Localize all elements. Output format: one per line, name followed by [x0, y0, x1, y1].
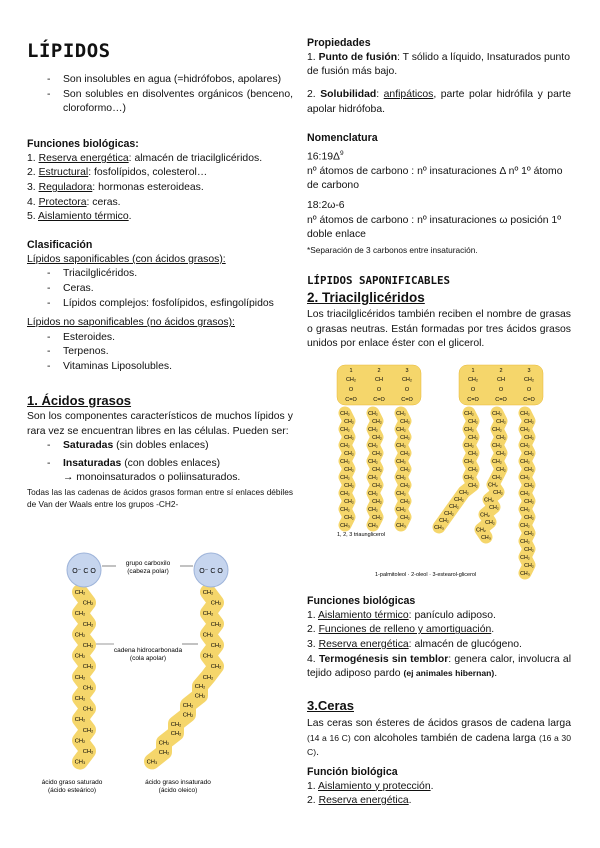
chain-unit-label: CH₂	[524, 435, 534, 441]
funciones-item: 3. Reguladora: hormonas esteroideas.	[27, 181, 204, 193]
chain-unit-label: CH₃	[434, 525, 444, 531]
formula-2: 18:2ω-6	[307, 199, 345, 211]
chain-unit-label: CH₃	[74, 759, 86, 766]
chain-unit-label: CH₂	[74, 696, 86, 702]
chain-unit-label: CH₂	[202, 674, 214, 681]
chain-unit-label: CH₂	[210, 600, 222, 607]
carboxyl-label: (cabeza polar)	[127, 568, 169, 575]
chain-unit-label: CH₂	[368, 411, 378, 417]
chain-unit-label: CH₂	[372, 419, 382, 425]
chain-unit-label: CH₃	[368, 523, 378, 529]
saponificables-label: Lípidos saponificables (con ácidos grasos):	[27, 253, 226, 265]
saponificables-section	[307, 273, 571, 352]
funciones-item: 2. Estructural: fosfolípidos, colesterol…	[27, 167, 208, 179]
caption-unsaturated: ácido graso insaturado	[145, 779, 211, 786]
propiedades-section	[307, 36, 571, 117]
chain-unit-label: CH₂	[170, 721, 182, 728]
acidos-text: Son los componentes característicos de muchos lípidos y rara vez se encuentran libres en las células. Pueden ser:	[27, 411, 293, 437]
chain-unit-label: CH₂	[396, 475, 406, 481]
chain-unit-label: CH₂	[74, 653, 86, 660]
propiedad-item: 1. Punto de fusión: T sólido a líquido, Insaturados punto de fusión más bajo.	[307, 51, 570, 78]
chain-unit-label: C=O	[401, 397, 413, 403]
chain-unit-label: O	[526, 387, 532, 393]
chain-unit-label: CH₂	[476, 527, 486, 534]
triacilgliceridos-heading: 2. Triacilglicéridos	[307, 290, 425, 306]
chain-label: cadena hidrocarbonada	[113, 647, 183, 654]
chain-unit-label: 2	[377, 368, 381, 374]
chain-unit-label: CH₂	[468, 419, 478, 425]
chain-unit-label: CH₂	[82, 621, 94, 628]
chain-unit-label: CH₂	[401, 377, 413, 383]
formula-2-text: nº átomos de carbono : nº insaturaciones ω posición 1º doble enlace	[307, 214, 562, 241]
caption-unsaturated: (ácido oleico)	[158, 787, 198, 794]
chain-unit-label: CH₂	[82, 664, 94, 671]
chain-unit-label: CH₂	[340, 491, 350, 497]
chain-unit-label: CH₂	[368, 443, 378, 449]
chain-unit-label: O	[376, 387, 382, 393]
funciones2-item: 2. Funciones de relleno y amortiguación.	[307, 624, 495, 636]
chain-unit-label: CH₂	[396, 507, 406, 513]
chain-unit-label: CH₃	[146, 759, 158, 766]
chain-unit-label: CH₂	[368, 475, 378, 481]
insat-sub: → monoinsaturados o poliinsaturados.	[63, 472, 241, 484]
chain-unit-label: CH₂	[464, 411, 474, 417]
funciones-item: 4. Protectora: ceras.	[27, 196, 121, 208]
chain-unit-label: CH₂	[464, 475, 474, 481]
formula-1-text: nº átomos de carbono : nº insaturaciones Δ nº 1º átomo de carbono	[307, 165, 563, 192]
chain-unit-label: CH₂	[400, 467, 410, 473]
list-item: - Esteroides.	[27, 331, 293, 346]
carboxyl-label: grupo carboxilo	[125, 560, 171, 567]
ceras-text: Las ceras son ésteres de ácidos grasos de cadena larga (14 a 16 C) con alcoholes también de cadena larga (16 a 30 C).	[307, 718, 571, 759]
chain-unit-label: CH₂	[524, 483, 534, 489]
chain-unit-label: CH₂	[82, 643, 94, 649]
acidos-heading: 1. Ácidos grasos	[27, 393, 132, 408]
chain-unit-label: CH₂	[467, 377, 479, 383]
ceras-item: 1. Aislamiento y protección.	[307, 780, 434, 792]
triacylglyceride-b	[434, 365, 543, 577]
chain-unit-label: CH₂	[202, 611, 214, 618]
chain-unit-label: CH₂	[344, 499, 354, 505]
chain-unit-label: C=O	[523, 397, 535, 403]
propiedad-item: 2. Solubilidad: anfipáticos, parte polar hidrófila y parte apolar hidrófoba.	[307, 88, 571, 115]
chain-unit-label: 2	[499, 368, 503, 374]
list-item: - Saturadas (sin dobles enlaces)	[27, 439, 293, 454]
caption-triacylglycerol: 1, 2, 3 triaunglicerol	[337, 532, 385, 538]
chain-unit-label: CH₂	[368, 427, 378, 433]
chain-unit-label: CH₂	[74, 717, 86, 724]
chain-unit-label: CH₂	[368, 491, 378, 497]
chain-unit-label: CH₂	[340, 427, 350, 433]
chain-unit-label: CH₂	[344, 419, 354, 425]
chain-unit-label: O	[470, 387, 476, 393]
chain-unit-label: CH₂	[464, 459, 474, 465]
chain-unit-label: CH₂	[74, 590, 86, 596]
chain-label: (cola apolar)	[129, 655, 167, 662]
chain-unit-label: CH₂	[372, 499, 382, 505]
page-title: LÍPIDOS	[27, 40, 111, 62]
saponificables-heading: LÍPIDOS SAPONIFICABLES	[307, 274, 451, 287]
chain-unit-label: CH₂	[82, 706, 94, 713]
head-group-label: O⁻ C O	[199, 568, 223, 575]
chain-unit-label: CH₂	[396, 459, 406, 465]
chain-unit-label: CH₂	[489, 505, 499, 511]
chain-unit-label: 3	[527, 368, 531, 374]
chain-unit-label: CH₂	[170, 731, 182, 738]
chain-unit-label: CH₂	[496, 451, 506, 457]
list-item: - Vitaminas Liposolubles.	[27, 360, 293, 375]
chain-unit-label: CH₂	[496, 419, 506, 425]
chain-unit-label: CH₂	[524, 515, 534, 521]
chain-unit-label: CH₂	[340, 507, 350, 513]
triacylglyceride-a	[337, 365, 421, 529]
chain-unit-label: CH₂	[194, 684, 206, 691]
chain-unit-label: CH₂	[468, 483, 478, 489]
formula-1: $16:19\Delta^9$	[307, 149, 344, 163]
chain-unit-label: CH₂	[449, 504, 459, 510]
funciones-heading: Funciones biológicas:	[27, 138, 139, 150]
chain-unit-label: CH₂	[396, 427, 406, 433]
intro-list	[27, 73, 293, 117]
chain-unit-label: CH₂	[524, 499, 534, 505]
list-item: - Ceras.	[27, 282, 293, 297]
chain-unit-label: CH₂	[345, 377, 357, 383]
list-item: - Triacilglicéridos.	[27, 267, 293, 282]
chain-unit-label: CH₂	[340, 411, 350, 417]
chain-unit-label: CH₂	[396, 491, 406, 497]
chain-unit-label: CH₂	[372, 435, 382, 441]
chain-unit-label: CH₂	[82, 600, 94, 607]
chain-unit-label: CH₂	[524, 451, 534, 457]
chain-unit-label: CH₂	[464, 443, 474, 449]
funciones2-item: 3. Reserva energética: almacén de glucógeno.	[307, 638, 522, 650]
chain-unit-label: CH₂	[520, 475, 530, 481]
chain-unit-label: CH₂	[202, 653, 214, 660]
nomenclatura-note: *Separación de 3 carbonos entre insaturación.	[307, 244, 478, 255]
chain-unit-label: CH₂	[210, 621, 222, 628]
ceras-section	[307, 697, 571, 809]
chain-unit-label: CH₂	[492, 427, 502, 433]
chain-unit-label: CH₂	[400, 515, 410, 521]
chain-unit-label: CH₂	[396, 411, 406, 417]
chain-unit-label: CH	[375, 377, 383, 383]
chain-unit-label: CH₂	[480, 512, 490, 519]
chain-unit-label: CH₂	[400, 419, 410, 425]
acidos-note: Todas las las cadenas de ácidos grasos forman entre sí enlaces débiles de Van der Waals entre los grupos -CH2-	[27, 487, 293, 510]
chain-unit-label: CH₂	[524, 467, 534, 473]
ceras-item: 2. Reserva energética.	[307, 795, 412, 807]
nomenclatura-heading: Nomenclatura	[307, 132, 378, 144]
funciones2-item: 1. Aislamiento térmico: panículo adiposo.	[307, 609, 496, 621]
chain-unit-label: CH₂	[210, 643, 222, 649]
chain-unit-label: CH₂	[492, 475, 502, 481]
chain-unit-label: CH₂	[74, 611, 86, 618]
chain-unit-label: CH₂	[368, 459, 378, 465]
triacylglyceride-figure	[333, 363, 563, 588]
chain-unit-label: CH₂	[468, 435, 478, 441]
chain-unit-label: CH₂	[344, 451, 354, 457]
chain-unit-label: CH₂	[340, 443, 350, 449]
chain-unit-label: CH₂	[454, 497, 464, 503]
caption-mixed: 1-palmitoleol · 2-oleol · 3-estearol-glicerol	[375, 572, 477, 578]
chain-unit-label: C=O	[467, 397, 479, 403]
chain-unit-label: CH₂	[344, 483, 354, 489]
chain-unit-label: CH₂	[485, 520, 495, 526]
chain-unit-label: CH₂	[520, 443, 530, 449]
chain-unit-label: CH₂	[372, 467, 382, 473]
chain-unit-label: CH₂	[520, 411, 530, 417]
chain-unit-label: CH₂	[82, 727, 94, 734]
chain-unit-label: C=O	[373, 397, 385, 403]
chain-unit-label: CH₂	[74, 674, 86, 681]
chain-unit-label: CH₃	[520, 571, 530, 577]
chain-unit-label: CH₂	[488, 482, 498, 489]
chain-unit-label: CH₂	[468, 451, 478, 457]
chain-unit-label: CH₃	[396, 523, 406, 529]
chain-unit-label: CH₂	[492, 411, 502, 417]
chain-unit-label: CH₂	[459, 490, 469, 496]
list-item: - Insaturadas (con dobles enlaces)	[27, 457, 293, 472]
chain-unit-label: CH₂	[74, 632, 86, 639]
chain-unit-label: CH₂	[396, 443, 406, 449]
chain-unit-label: CH₂	[439, 518, 449, 524]
chain-unit-label: CH₂	[372, 515, 382, 521]
caption-saturated: (ácido esteárico)	[47, 787, 97, 794]
chain-unit-label: CH₂	[520, 459, 530, 465]
chain-unit-label: CH₂	[368, 507, 378, 513]
chain-unit-label: CH₂	[158, 740, 170, 747]
funciones-item: 5. Aislamiento térmico.	[27, 211, 132, 223]
chain-unit-label: CH₂	[74, 738, 86, 745]
chain-unit-label: CH₂	[492, 443, 502, 449]
chain-unit-label: O	[348, 387, 354, 393]
chain-unit-label: CH₃	[481, 535, 491, 541]
chain-unit-label: CH₂	[520, 539, 530, 545]
chain-unit-label: CH₂	[400, 483, 410, 489]
chain-unit-label: CH₂	[202, 590, 214, 596]
chain-unit-label: 1	[471, 368, 475, 374]
chain-unit-label: CH₂	[400, 451, 410, 457]
chain-unit-label: CH₂	[210, 664, 222, 671]
unsaturated-chain	[147, 590, 222, 765]
chain-unit-label: CH₂	[372, 451, 382, 457]
caption-saturated: ácido graso saturado	[41, 779, 103, 786]
chain-unit-label: CH₂	[520, 427, 530, 433]
chain-unit-label: C=O	[495, 397, 507, 403]
list-item: - Terpenos.	[27, 345, 293, 360]
ceras-heading: 3.Ceras	[307, 698, 354, 713]
chain-unit-label: 1	[349, 368, 353, 374]
fatty-acid-figure	[30, 548, 292, 800]
chain-unit-label: O	[498, 387, 504, 393]
chain-unit-label: CH₂	[82, 749, 94, 755]
chain-unit-label: CH₂	[520, 523, 530, 529]
saturated-chain	[75, 590, 94, 766]
chain-unit-label: CH	[497, 377, 505, 383]
chain-unit-label: CH₂	[372, 483, 382, 489]
acidos-section	[27, 392, 293, 510]
list-item: - Lípidos complejos: fosfolípidos, esfingolípidos	[27, 297, 293, 312]
propiedades-heading: Propiedades	[307, 37, 371, 49]
no-saponificables-label: Lípidos no saponificables (no ácidos grasos):	[27, 317, 235, 329]
chain-unit-label: CH₂	[194, 693, 206, 700]
chain-unit-label: CH₂	[496, 467, 506, 473]
ceras-funcion-heading: Función biológica	[307, 765, 398, 778]
chain-unit-label: CH₂	[523, 377, 535, 383]
chain-unit-label: CH₂	[464, 427, 474, 433]
nomenclatura-section	[307, 131, 571, 256]
funciones2-heading: Funciones biológicas	[307, 595, 416, 607]
chain-unit-label: CH₂	[468, 467, 478, 473]
head-group-label: O⁻ C O	[72, 568, 96, 575]
funciones-section	[27, 137, 293, 225]
chain-unit-label: 3	[405, 368, 409, 374]
chain-unit-label: CH₂	[444, 511, 454, 517]
chain-unit-label: CH₃	[340, 523, 350, 529]
chain-unit-label: CH₂	[520, 491, 530, 497]
funciones2-item: 4. Termogénesis sin temblor: genera calor, involucra al tejido adiposo pardo (ej animales hibernan).	[307, 653, 572, 680]
triacilgliceridos-text: Los triacilglicéridos también reciben el nombre de grasas o grasas neutras. Están formadas por tres ácidos grasos unidos por enlace éster con el glicerol.	[307, 309, 571, 350]
chain-unit-label: CH₂	[492, 459, 502, 465]
chain-unit-label: C=O	[345, 397, 357, 403]
chain-unit-label: CH₂	[400, 435, 410, 441]
intro-item: - Son solubles en disolventes orgánicos (benceno, cloroformo…)	[27, 88, 293, 117]
chain-unit-label: CH₂	[202, 632, 214, 639]
chain-unit-label: CH₂	[182, 703, 194, 709]
chain-unit-label: CH₂	[496, 435, 506, 441]
chain-unit-label: CH₂	[524, 531, 534, 537]
chain-unit-label: CH₂	[82, 685, 94, 692]
clasificacion-heading: Clasificación	[27, 239, 93, 251]
funciones-item: 1. Reserva energética: almacén de triacilglicéridos.	[27, 152, 263, 164]
chain-unit-label: CH₂	[400, 499, 410, 505]
chain-unit-label: CH₂	[182, 712, 194, 719]
clasificacion-section	[27, 238, 293, 374]
chain-unit-label: CH₂	[340, 459, 350, 465]
chain-unit-label: CH₂	[524, 547, 534, 553]
chain-unit-label: CH₂	[158, 750, 170, 756]
chain-unit-label: CH₂	[493, 490, 503, 496]
intro-item: - Son insolubles en agua (=hidrófobos, apolares)	[27, 73, 293, 88]
chain-unit-label: CH₂	[524, 563, 534, 569]
chain-unit-label: CH₂	[344, 515, 354, 521]
chain-unit-label: CH₂	[520, 555, 530, 561]
funciones2-section	[307, 594, 571, 682]
chain-unit-label: CH₂	[344, 435, 354, 441]
chain-unit-label: CH₂	[484, 497, 494, 504]
chain-unit-label: CH₂	[340, 475, 350, 481]
chain-unit-label: CH₂	[520, 507, 530, 513]
chain-unit-label: CH₂	[344, 467, 354, 473]
chain-unit-label: O	[404, 387, 410, 393]
chain-unit-label: CH₂	[524, 419, 534, 425]
